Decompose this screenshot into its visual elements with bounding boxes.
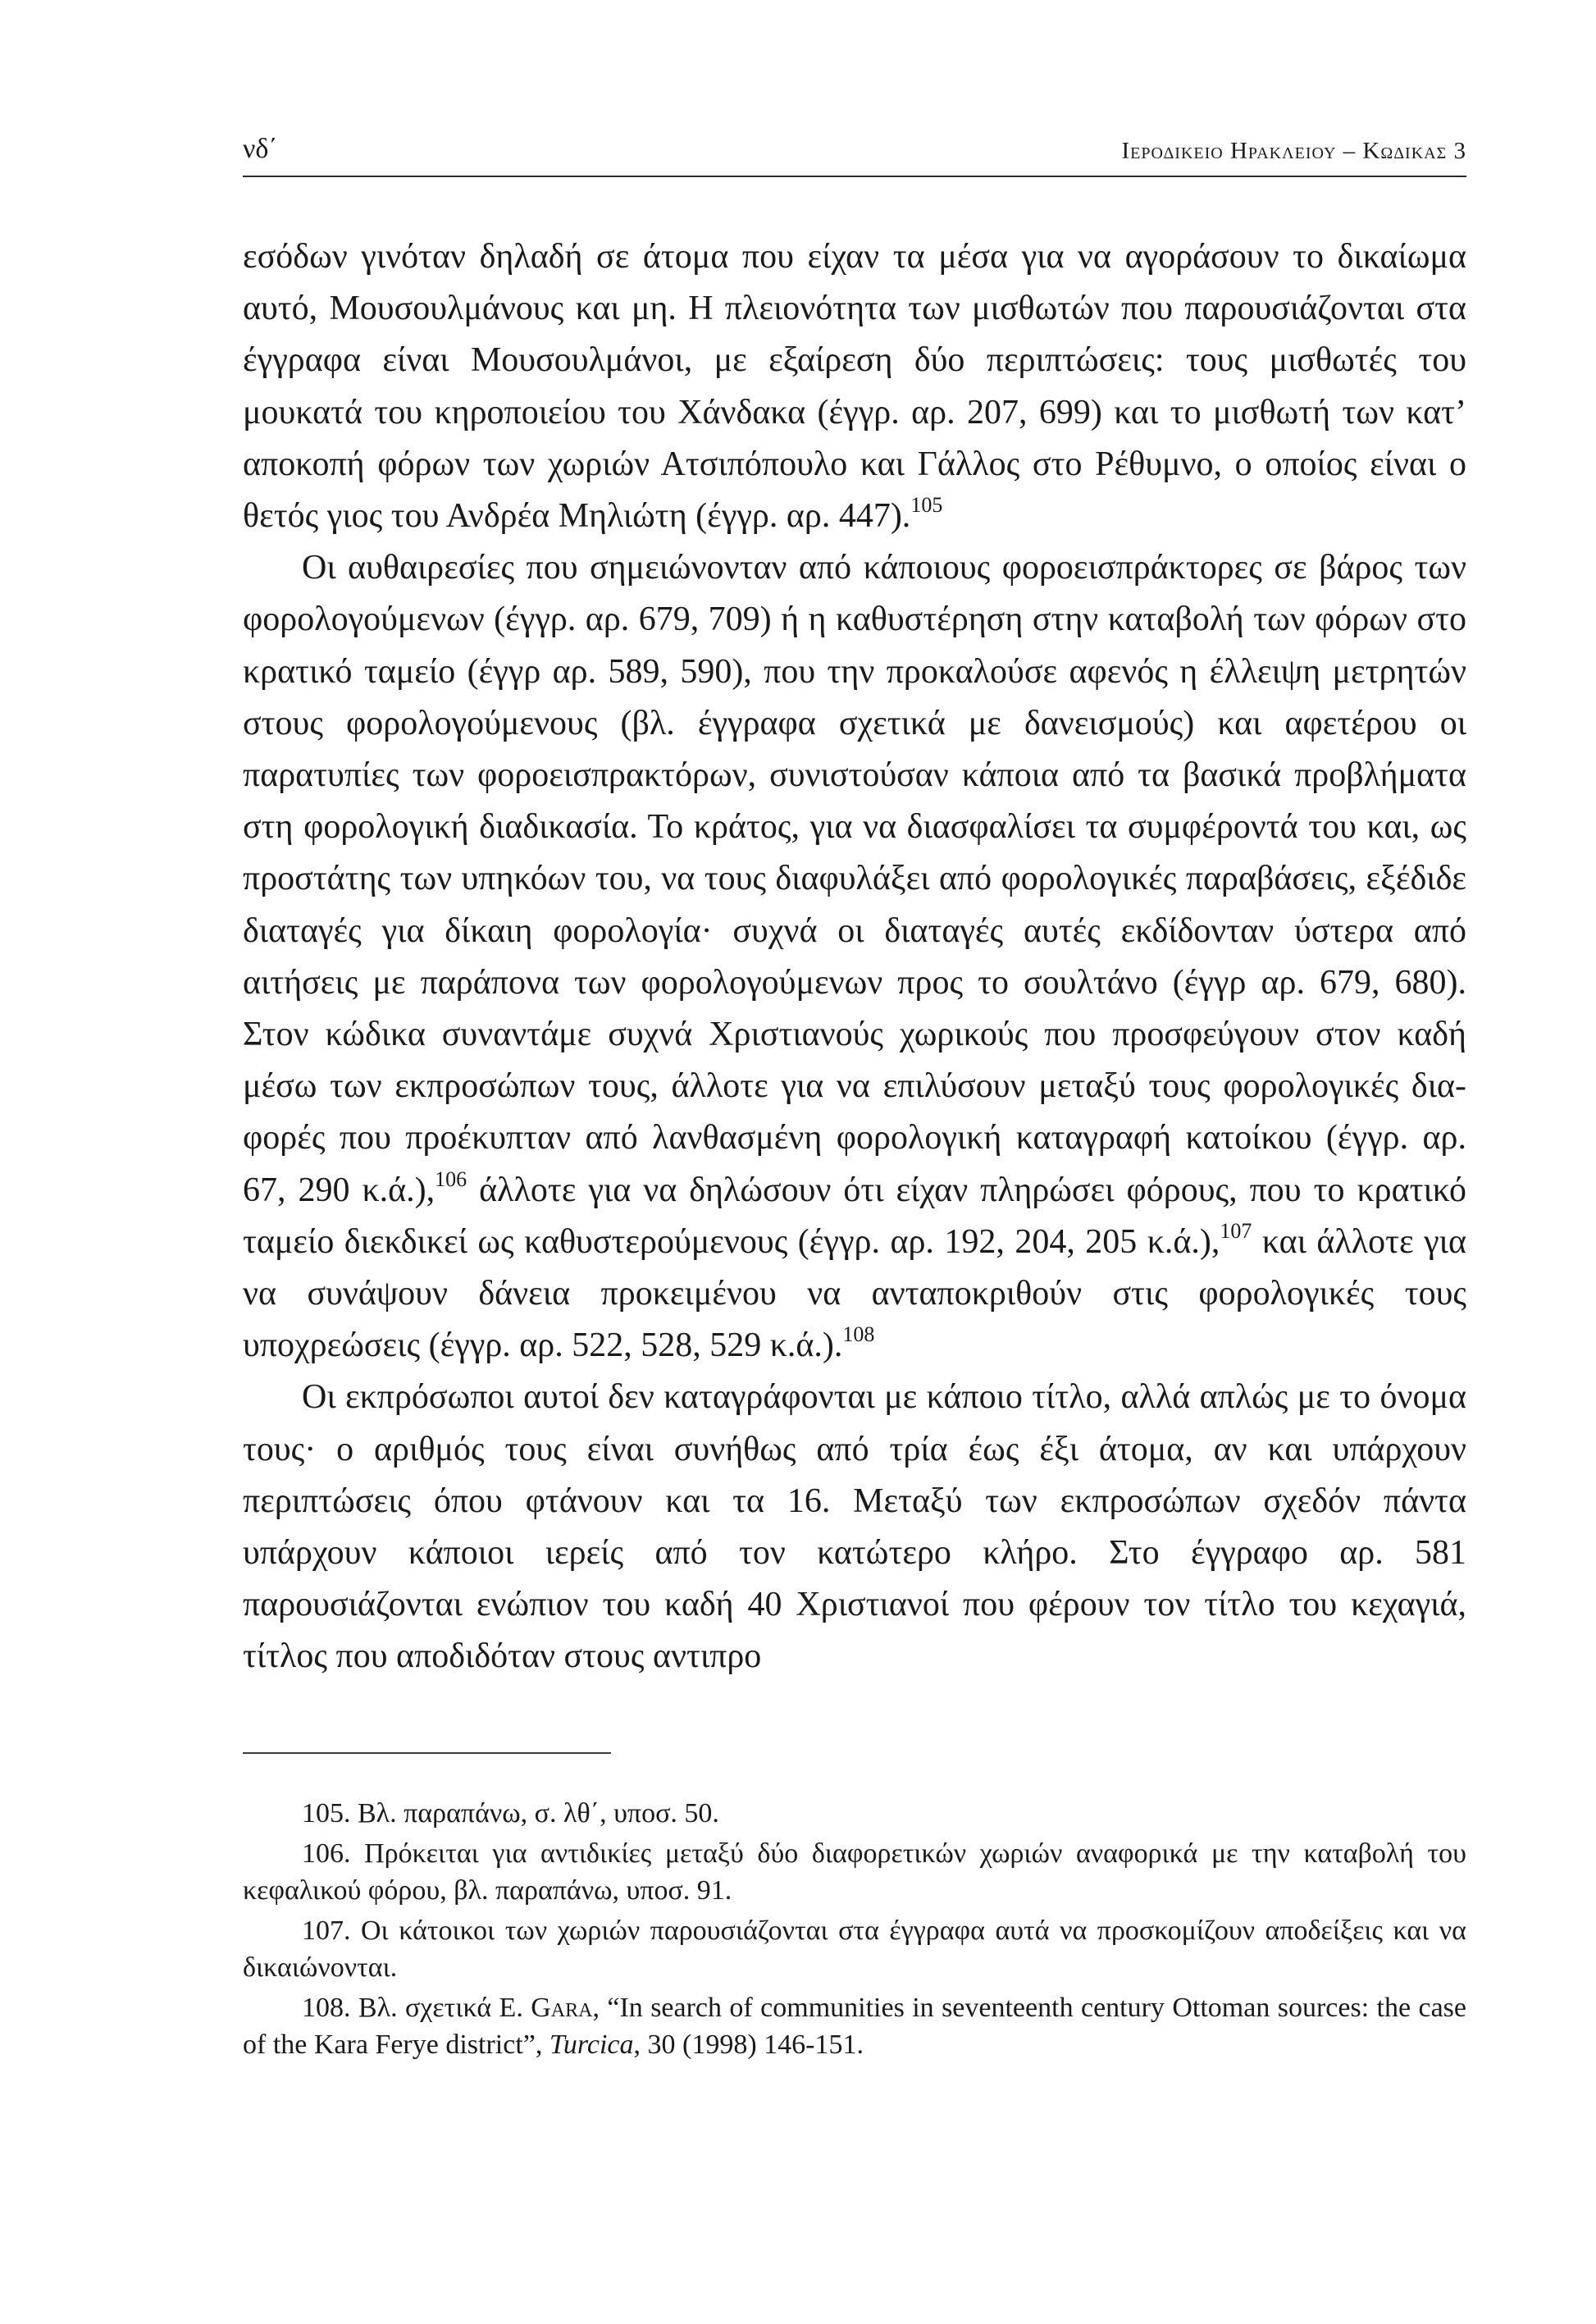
- footnote-108: [243, 1989, 1466, 2063]
- paragraph-2: [243, 542, 1466, 1372]
- paragraph-3: [243, 1372, 1466, 1683]
- footnote-ref-106: 106: [435, 1167, 467, 1191]
- footnote-108-title: , “In search of communities in seventeenth century Ottoman sources: the case of the Kara Ferye district”,: [243, 1993, 1466, 2060]
- page-folio: νδ΄: [243, 134, 278, 164]
- footnote-107: 107. Οι κάτοικοι των χωριών παρουσιάζονται στα έγγραφα αυτά να προσκομίζουν αποδείξεις και να δικαιώνονται.: [243, 1915, 1466, 1983]
- footnote-105: 105. Βλ. παραπάνω, σ. λθ΄, υποσ. 50.: [302, 1798, 719, 1829]
- footnote-108-tail: , 30 (1998) 146-151.: [633, 2030, 864, 2060]
- paragraph-1: [243, 231, 1466, 542]
- footnote-108-lead: 108. Βλ. σχετικά Ε.: [302, 1993, 531, 2023]
- footnote-ref-105: 105: [910, 493, 943, 518]
- paragraph-2-text-b: άλλοτε για να δηλώσουν ότι είχαν πληρώσει φόρους, που το κρατικό ταμείο διεκδικεί ως καθυστερούμενους (έγγρ. αρ. 192, 204, 205 κ.ά.),: [243, 1171, 1467, 1261]
- footnote-ref-108: 108: [842, 1322, 875, 1347]
- footnote-106: 106. Πρόκειται για αντιδικίες μεταξύ δύο διαφορετικών χωριών αναφορικά με την καταβολή του κεφαλικού φόρου, βλ. παραπάνω, υποσ. 91.: [243, 1838, 1466, 1906]
- footnote-ref-107: 107: [1220, 1218, 1252, 1243]
- running-head: [243, 131, 1466, 177]
- paragraph-2-text-c: και άλλοτε για να συνάψουν δάνεια προκειμένου να ανταποκριθούν στις φορολογικές τους υποχρεώσεις (έγγρ. αρ. 522, 528, 529 κ.ά.).: [243, 1222, 1466, 1365]
- paragraph-2-text-a: Οι αυθαιρεσίες που σημειώνονταν από κάποιους φοροεισπράκτορες σε βάρος των φορολογούμενων (έγγρ. αρ. 679, 709) ή η καθυστέρηση στην καταβολή των φόρων στο κρατικό ταμείο (έγγρ αρ. 589, 590), που την προκαλούσε αφενός η έλλειψη μετρητών στους φορολογούμενους (βλ. έγγραφα σχετικά με δανεισμούς) και αφετέρου οι παρατυπίες των φοροεισπρακτόρων, συνιστούσαν κάποια από τα βασικά προβλήματα στη φορολογική διαδικασία. Το κράτος, για να διασφαλίσει τα συμφέροντά του και, ως προστάτης των υπηκόων του, να τους διαφυλάξει από φορολογικές παραβάσεις, εξέδιδε διαταγές για δίκαιη φορολογία· συχνά οι διαταγές αυτές εκδίδονταν ύστερα από αιτήσεις με παράπονα των φορολογούμενων προς το σουλτάνο (έγγρ αρ. 679, 680). Στον κώδικα συναντάμε συχνά Χριστιανούς χωρικούς που προσφεύγουν στον καδή μέσω των εκπροσώπων τους, άλλοτε για να επιλύσουν μεταξύ τους φορολογικές διαφορές που προέκυπταν από λανθασμένη φορολογική καταγραφή κατοίκου (έγγρ. αρ. 67, 290 κ.ά.),: [243, 549, 1466, 1209]
- paragraph-1-text: εσόδων γινόταν δηλαδή σε άτομα που είχαν τα μέσα για να αγοράσουν το δικαίωμα αυτό, Μουσουλμάνους και μη. Η πλειονότητα των μισθωτών που παρουσιάζονται στα έγγραφα είναι Μουσουλμάνοι, με εξαίρεση δύο περιπτώσεις: τους μισθωτές του μουκατά του κηροποιείου του Χάνδακα (έγγρ. αρ. 207, 699) και το μισθωτή των κατ’ αποκοπή φόρων των χωριών Ατσιπόπουλο και Γάλλος στο Ρέθυμνο, ο οποίος είναι ο θετός γιος του Ανδρέα Μηλιώτη (έγγρ. αρ. 447).: [243, 238, 1466, 536]
- footnote-108-author: Gara: [531, 1993, 593, 2023]
- body-text: [243, 231, 1466, 1683]
- paragraph-3-text: Οι εκπρόσωποι αυτοί δεν καταγράφονται με κάποιο τίτλο, αλλά απλώς με το όνομα τους· ο αριθμός τους είναι συνήθως από τρία έως έξι άτομα, αν και υπάρχουν περιπτώσεις όπου φτάνουν και τα 16. Μεταξύ των εκπροσώπων σχεδόν πάντα υπάρχουν κάποιοι ιερείς από τον κατώτερο κλήρο. Στο έγγραφο αρ. 581 παρουσιάζονται ενώπιον του καδή 40 Χριστιανοί που φέρουν τον τίτλο του κεχαγιά, τίτλος που αποδιδόταν στους αντιπρο: [243, 1378, 1466, 1676]
- running-title: Ιεροδικειο Ηρακλειου – Κωδικας 3: [1121, 138, 1466, 164]
- footnote-108-journal: Turcica: [549, 2030, 634, 2060]
- footnotes: [243, 1795, 1466, 2066]
- footnote-separator: [243, 1752, 611, 1754]
